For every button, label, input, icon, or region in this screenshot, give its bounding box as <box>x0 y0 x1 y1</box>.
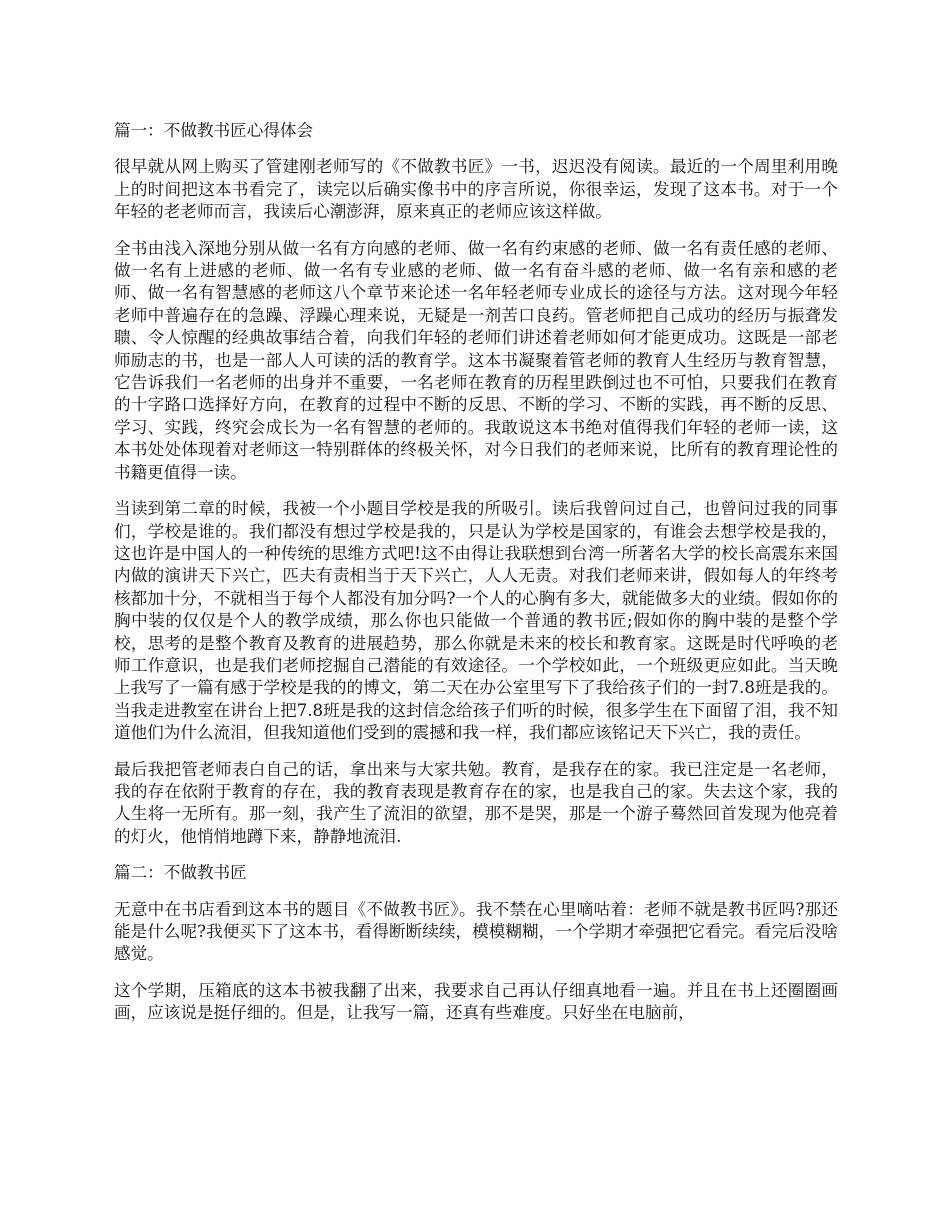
section-2-paragraph-2: 这个学期，压箱底的这本书被我翻了出来，我要求自己再认仔细真地看一遍。并且在书上还圈圈画画，应该说是挺仔细的。但是，让我写一篇，还真有些难度。只好坐在电脑前， <box>114 980 838 1023</box>
section-1-paragraph-3: 当读到第二章的时候，我被一个小题目学校是我的所吸引。读后我曾问过自己，也曾问过我的同事们，学校是谁的。我们都没有想过学校是我的，只是认为学校是国家的，有谁会去想学校是我的，这也许是中国人的一种传统的思维方式吧!这不由得让我联想到台湾一所著名大学的校长高震东来国内做的演讲天下兴亡，匹夫有责相当于天下兴亡，人人无责。对我们老师来讲，假如每人的年终考核都加十分，不就相当于每个人都没有加分吗?一个人的心胸有多大，就能做多大的业绩。假如你的胸中装的仅仅是个人的教学成绩，那么你也只能做一个普通的教书匠;假如你的胸中装的是整个学校，思考的是整个教育及教育的进展趋势，那么你就是未来的校长和教育家。这既是时代呼唤的老师工作意识，也是我们老师挖掘自己潜能的有效途径。一个学校如此，一个班级更应如此。当天晚上我写了一篇有感于学校是我的的博文，第二天在办公室里写下了我给孩子们的一封7.8班是我的。当我走进教室在讲台上把7.8班是我的这封信念给孩子们听的时候，很多学生在下面留了泪，我不知道他们为什么流泪，但我知道他们受到的震撼和我一样，我们都应该铭记天下兴亡，我的责任。 <box>114 499 838 743</box>
document-page <box>114 120 838 1039</box>
section-1-paragraph-4: 最后我把管老师表白自己的话，拿出来与大家共勉。教育，是我存在的家。我已注定是一名老师，我的存在依附于教育的存在，我的教育表现是教育存在的家，也是我自己的家。失去这个家，我的人生将一无所有。那一刻，我产生了流泪的欲望，那不是哭，那是一个游子蓦然回首发现为他亮着的灯火，他悄悄地蹲下来，静静地流泪. <box>114 759 838 846</box>
section-1-paragraph-2: 全书由浅入深地分别从做一名有方向感的老师、做一名有约束感的老师、做一名有责任感的老师、做一名有上进感的老师、做一名有专业感的老师、做一名有奋斗感的老师、做一名有亲和感的老师、做一名有智慧感的老师这八个章节来论述一名年轻老师专业成长的途径与方法。这对现今年轻老师中普遍存在的急躁、浮躁心理来说，无疑是一剂苦口良药。管老师把自己成功的经历与振聋发聩、令人惊醒的经典故事结合着，向我们年轻的老师们讲述着老师如何才能更成功。这既是一部老师励志的书，也是一部人人可读的活的教育学。这本书凝聚着管老师的教育人生经历与教育智慧，它告诉我们一名老师的出身并不重要，一名老师在教育的历程里跌倒过也不可怕，只要我们在教育的十字路口选择好方向，在教育的过程中不断的反思、不断的学习、不断的实践，再不断的反思、学习、实践，终究会成长为一名有智慧的老师的。我敢说这本书绝对值得我们年轻的老师一读，这本书处处体现着对老师这一特别群体的终极关怀，对今日我们的老师来说，比所有的教育理论性的书籍更值得一读。 <box>114 238 838 482</box>
section-1-title: 篇一：不做教书匠心得体会 <box>114 121 314 140</box>
section-1-paragraph-1: 很早就从网上购买了管建刚老师写的《不做教书匠》一书，迟迟没有阅读。最近的一个周里利用晚上的时间把这本书看完了，读完以后确实像书中的序言所说，你很幸运，发现了这本书。对于一个年轻的老老师而言，我读后心潮澎湃，原来真正的老师应该这样做。 <box>114 157 838 222</box>
section-2-paragraph-1: 无意中在书店看到这本书的题目《不做教书匠》。我不禁在心里嘀咕着：老师不就是教书匠吗?那还能是什么呢?我便买下了这本书，看得断断续续，模模糊糊，一个学期才牵强把它看完。看完后没啥感觉。 <box>114 899 838 964</box>
section-2-title: 篇二：不做教书匠 <box>114 863 247 883</box>
